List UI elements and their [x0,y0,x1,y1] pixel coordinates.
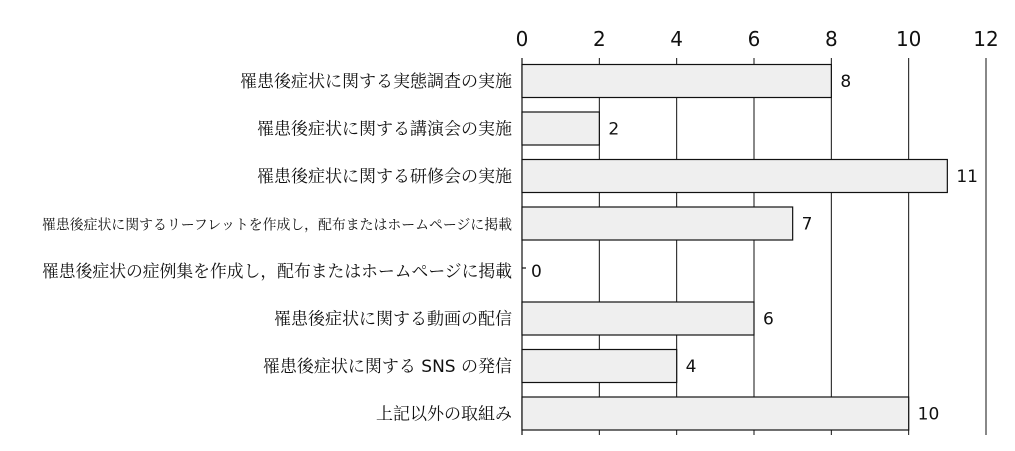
x-tick-label: 10 [895,27,922,51]
x-axis-ticks [516,27,999,51]
x-tick-label: 12 [973,27,999,51]
data-label: 7 [801,214,813,235]
data-label: 2 [608,119,620,140]
bar-6 [522,302,754,335]
x-tick-label: 2 [592,27,606,51]
bar-8 [522,397,909,430]
data-label: 0 [531,262,542,282]
category-label: 罹患後症状に関する研修会の実施 [257,167,512,187]
bar-7 [522,350,677,383]
bar-4 [522,207,793,240]
category-label: 上記以外の取組み [376,404,512,425]
data-label: 8 [840,72,852,92]
bar-2 [522,112,599,145]
data-label: 6 [763,309,774,330]
bar-3 [522,160,947,193]
category-label: 罹患後症状に関する SNS の発信 [262,357,512,377]
category-label: 罹患後症状の症例集を作成し，配布またはホームページに掲載 [42,262,518,282]
x-tick-label: 8 [824,27,838,51]
x-tick-label: 6 [747,27,761,51]
bar-1 [522,65,831,98]
category-labels [42,72,518,425]
category-label: 罹患後症状に関する動画の配信 [274,309,512,330]
data-label: 11 [956,167,978,187]
data-label: 10 [917,404,940,425]
category-label: 罹患後症状に関するリーフレットを作成し，配布またはホームページに掲載 [42,217,517,234]
category-label: 罹患後症状に関する講演会の実施 [257,119,512,140]
x-tick-label: 4 [670,27,684,51]
x-tick-label: 0 [515,27,529,51]
bars [522,65,947,431]
category-label: 罹患後症状に関する実態調査の実施 [240,72,512,92]
data-label: 4 [685,357,697,377]
